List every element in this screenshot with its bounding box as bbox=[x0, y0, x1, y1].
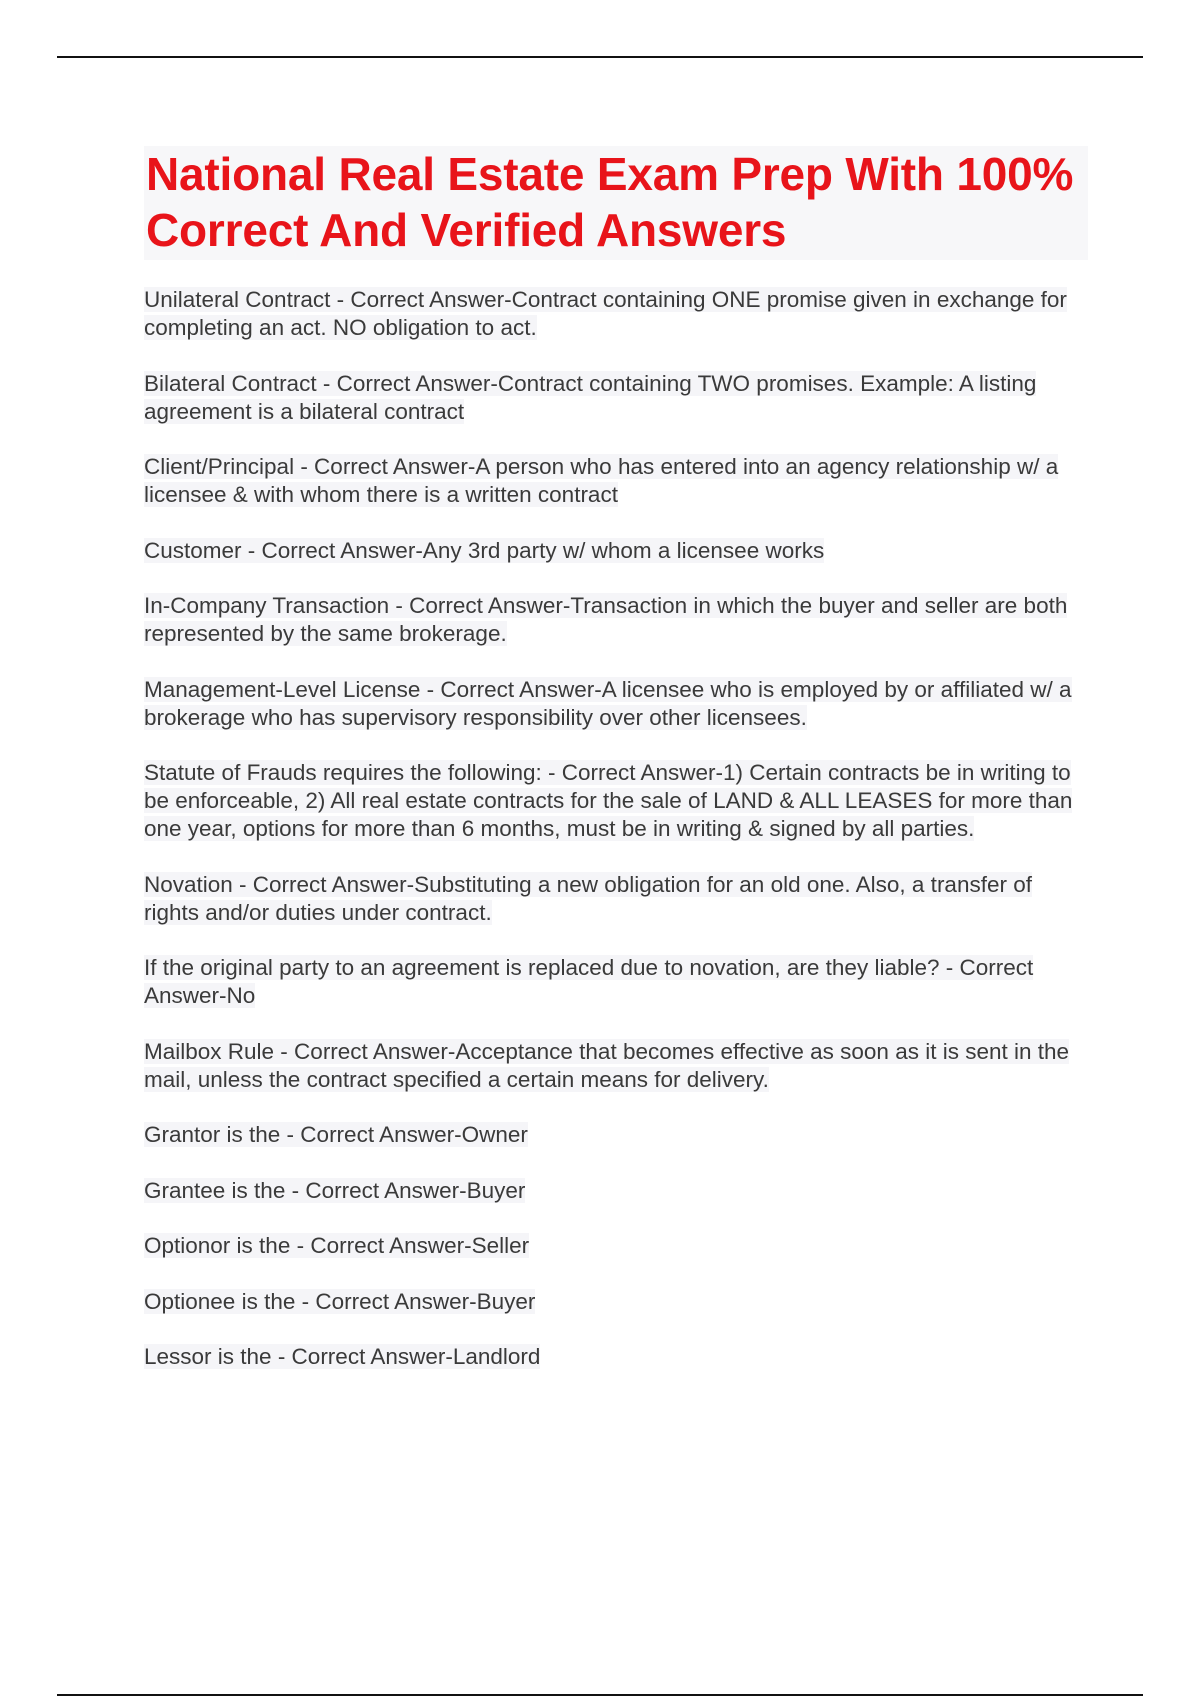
qa-item bbox=[144, 453, 1088, 509]
qa-text: Novation - Correct Answer-Substituting a new obligation for an old one. Also, a transfer of rights and/or duties under contract. bbox=[144, 871, 1032, 925]
qa-item bbox=[144, 954, 1088, 1010]
qa-item bbox=[144, 1288, 1088, 1316]
qa-item bbox=[144, 1232, 1088, 1260]
qa-text: Management-Level License - Correct Answer-A licensee who is employed by or affiliated w/ a brokerage who has supervisory responsibility over other licensees. bbox=[144, 676, 1072, 730]
qa-text: If the original party to an agreement is replaced due to novation, are they liable? - Correct Answer-No bbox=[144, 955, 1034, 1008]
title-block bbox=[144, 146, 1088, 260]
qa-item bbox=[144, 537, 1088, 565]
qa-text: In-Company Transaction - Correct Answer-Transaction in which the buyer and seller are both represented by the same brokerage. bbox=[144, 593, 1068, 646]
qa-text: Grantee is the - Correct Answer-Buyer bbox=[144, 1177, 526, 1203]
qa-text: Unilateral Contract - Correct Answer-Contract containing ONE promise given in exchange for completing an act. NO obligation to act. bbox=[144, 287, 1067, 340]
qa-text: Lessor is the - Correct Answer-Landlord bbox=[144, 1344, 541, 1369]
footer-rule bbox=[57, 1694, 1143, 1696]
qa-item bbox=[144, 676, 1088, 732]
document-body bbox=[144, 146, 1088, 1399]
document-title: National Real Estate Exam Prep With 100% Correct And Verified Answers bbox=[146, 148, 1074, 256]
qa-item bbox=[144, 370, 1088, 426]
qa-text: Client/Principal - Correct Answer-A person who has entered into an agency relationship w/ a licensee & with whom there is a written contract bbox=[144, 454, 1059, 507]
qa-item bbox=[144, 1121, 1088, 1149]
qa-item bbox=[144, 759, 1088, 843]
qa-text: Grantor is the - Correct Answer-Owner bbox=[144, 1122, 528, 1147]
qa-text: Bilateral Contract - Correct Answer-Contract containing TWO promises. Example: A listing agreement is a bilateral contract bbox=[144, 370, 1037, 424]
qa-item bbox=[144, 1343, 1088, 1371]
header-rule bbox=[57, 56, 1143, 58]
qa-item bbox=[144, 871, 1088, 927]
qa-text: Statute of Frauds requires the following: - Correct Answer-1) Certain contracts be in writing to be enforceable, 2) All real estate contracts for the sale of LAND & ALL LEASES for more than one year, options for more than 6 months, must be in writing & signed by all parties. bbox=[144, 760, 1073, 841]
qa-item bbox=[144, 592, 1088, 648]
qa-text: Mailbox Rule - Correct Answer-Acceptance that becomes effective as soon as it is sent in the mail, unless the contract specified a certain means for delivery. bbox=[144, 1038, 1070, 1092]
qa-text: Optionor is the - Correct Answer-Seller bbox=[144, 1233, 530, 1258]
qa-item bbox=[144, 1177, 1088, 1205]
qa-text: Customer - Correct Answer-Any 3rd party w/ whom a licensee works bbox=[144, 537, 825, 563]
qa-item bbox=[144, 286, 1088, 342]
qa-text: Optionee is the - Correct Answer-Buyer bbox=[144, 1288, 536, 1314]
qa-item bbox=[144, 1038, 1088, 1094]
qa-list bbox=[144, 286, 1088, 1371]
